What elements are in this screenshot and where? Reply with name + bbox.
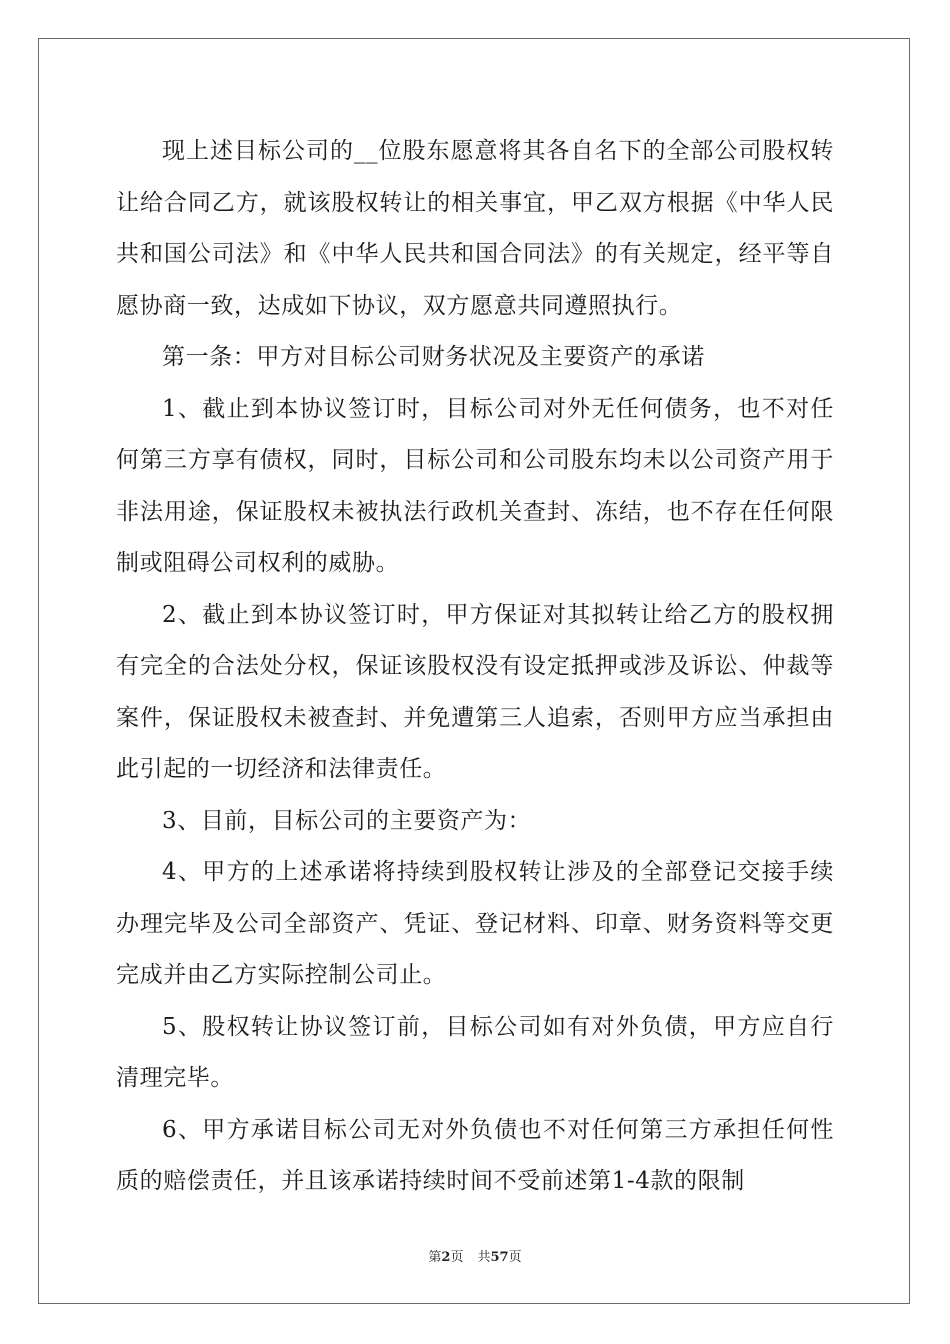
paragraph-clause-1: 1、截止到本协议签订时，目标公司对外无任何债务，也不对任何第三方享有债权，同时，目标公司和公司股东均未以公司资产用于非法用途，保证股权未被执法行政机关查封、冻结，也不存在任何限制或阻碍公司权利的威胁。 — [116, 395, 834, 576]
total-prefix: 共 — [477, 1250, 491, 1265]
page-footer — [0, 1246, 950, 1265]
page-number: 2 — [441, 1250, 451, 1265]
paragraph-clause-3: 3、目前，目标公司的主要资产为： — [162, 807, 532, 834]
total-suffix: 页 — [508, 1250, 522, 1265]
paragraph-intro: 现上述目标公司的__位股东愿意将其各自名下的全部公司股权转让给合同乙方，就该股权转让的相关事宜，甲乙双方根据《中华人民共和国公司法》和《中华人民共和国合同法》的有关规定，经平等自愿协商一致，达成如下协议，双方愿意共同遵照执行。 — [116, 138, 834, 319]
paragraph-clause-6: 6、甲方承诺目标公司无对外负债也不对任何第三方承担任何性质的赔偿责任，并且该承诺持续时间不受前述第1-4款的限制 — [116, 1116, 834, 1194]
page-total: 57 — [490, 1250, 509, 1265]
paragraph-clause-4: 4、甲方的上述承诺将持续到股权转让涉及的全部登记交接手续办理完毕及公司全部资产、凭证、登记材料、印章、财务资料等交更完成并由乙方实际控制公司止。 — [116, 859, 834, 988]
page-suffix: 页 — [450, 1250, 464, 1265]
paragraph-clause-5: 5、股权转让协议签订前，目标公司如有对外负债，甲方应自行清理完毕。 — [116, 1013, 834, 1091]
paragraph-clause-2: 2、截止到本协议签订时，甲方保证对其拟转让给乙方的股权拥有完全的合法处分权，保证该股权没有设定抵押或涉及诉讼、仲裁等案件，保证股权未被查封、并免遭第三人追索，否则甲方应当承担由此引起的一切经济和法律责任。 — [116, 601, 834, 782]
document-body — [116, 126, 834, 1208]
page-prefix: 第 — [428, 1250, 442, 1265]
paragraph-article-1-heading: 第一条：甲方对目标公司财务状况及主要资产的承诺 — [162, 344, 705, 370]
